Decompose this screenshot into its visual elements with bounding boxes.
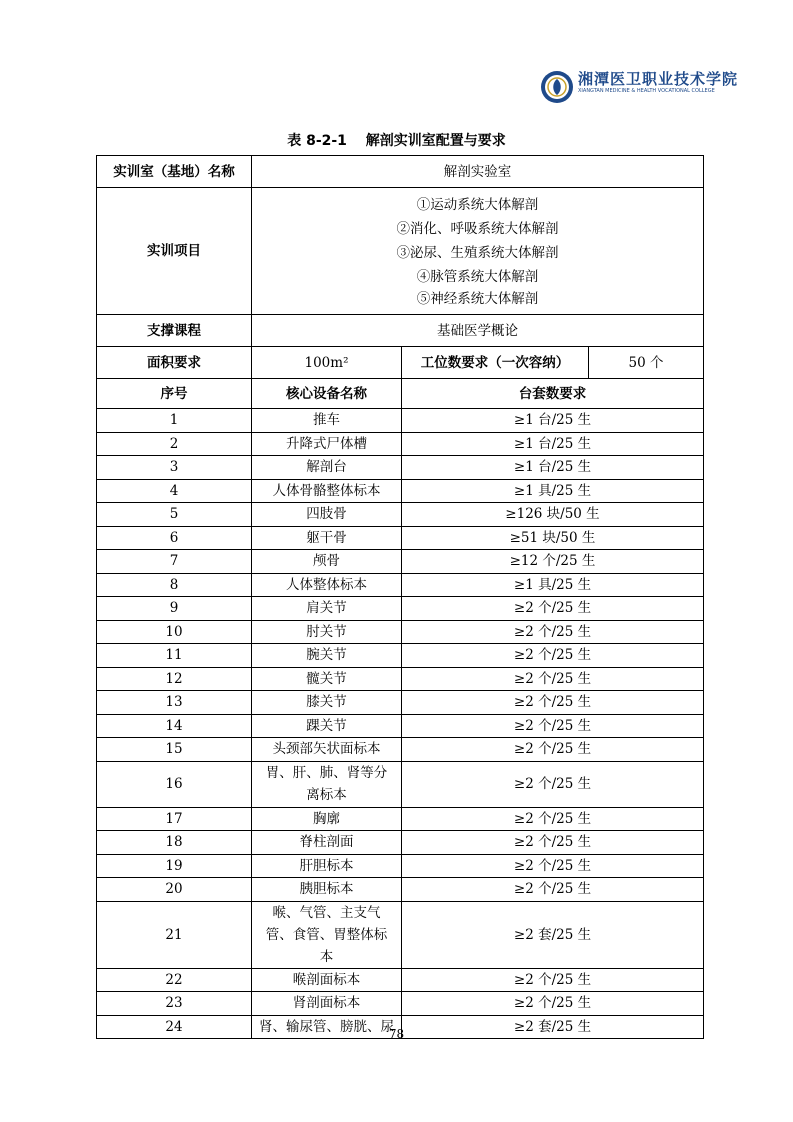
equipment-no: 23 [97,992,252,1016]
course-row [97,315,704,347]
equipment-row [97,479,704,503]
equipment-requirement: ≥1 具/25 生 [402,479,704,503]
equipment-name: 四肢骨 [252,503,402,527]
room-label: 实训室（基地）名称 [97,156,252,188]
equipment-no: 1 [97,409,252,433]
column-header-row [97,379,704,409]
equipment-name: 肩关节 [252,597,402,621]
equipment-name: 肾剖面标本 [252,992,402,1016]
equipment-name: 肝胆标本 [252,854,402,878]
equipment-name: 推车 [252,409,402,433]
projects-row [97,188,704,315]
equipment-no: 14 [97,714,252,738]
equipment-requirement: ≥12 个/25 生 [402,550,704,574]
equipment-row [97,761,704,807]
project-item: ②消化、呼吸系统大体解剖 [396,221,559,237]
project-item: ④脉管系统大体解剖 [416,269,539,285]
equipment-no: 6 [97,526,252,550]
equipment-name: 脊柱剖面 [252,831,402,855]
equipment-no: 2 [97,432,252,456]
equipment-no: 4 [97,479,252,503]
equipment-row [97,992,704,1016]
equipment-no: 9 [97,597,252,621]
equipment-no: 5 [97,503,252,527]
equipment-requirement: ≥2 个/25 生 [402,597,704,621]
equipment-no: 13 [97,691,252,715]
equipment-no: 7 [97,550,252,574]
project-item: ⑤神经系统大体解剖 [416,291,539,307]
projects-label: 实训项目 [97,188,252,315]
equipment-no: 3 [97,456,252,480]
equipment-requirement: ≥2 个/25 生 [402,667,704,691]
equipment-requirement: ≥1 台/25 生 [402,432,704,456]
equipment-row [97,550,704,574]
equipment-row [97,573,704,597]
logo-text-cn: 湘潭医卫职业技术学院 [578,70,739,88]
project-item: ③泌尿、生殖系统大体解剖 [396,245,559,261]
equipment-requirement: ≥2 个/25 生 [402,992,704,1016]
equipment-row [97,714,704,738]
equipment-name: 人体整体标本 [252,573,402,597]
equipment-requirement: ≥126 块/50 生 [402,503,704,527]
equipment-row [97,409,704,433]
equipment-name: 肾、输尿管、膀胱、尿 [252,1015,402,1039]
equipment-name: 喉、气管、主支气管、食管、胃整体标本 [252,901,402,968]
projects-list [252,188,704,315]
page-number: 78 [388,1027,405,1041]
equipment-requirement: ≥2 个/25 生 [402,968,704,992]
equipment-no: 20 [97,878,252,902]
equipment-requirement: ≥2 个/25 生 [402,714,704,738]
equipment-requirement: ≥2 个/25 生 [402,738,704,762]
equipment-row [97,738,704,762]
equipment-no: 8 [97,573,252,597]
college-emblem-icon [540,70,574,104]
equipment-row [97,456,704,480]
equipment-no: 24 [97,1015,252,1039]
area-value: 100m² [252,347,402,379]
equipment-requirement: ≥2 个/25 生 [402,807,704,831]
equipment-name: 腕关节 [252,644,402,668]
equipment-name: 膝关节 [252,691,402,715]
equipment-requirement: ≥2 套/25 生 [402,1015,704,1039]
equipment-requirement: ≥2 个/25 生 [402,878,704,902]
equipment-row [97,968,704,992]
equipment-requirement: ≥2 套/25 生 [402,901,704,968]
room-value: 解剖实验室 [252,156,704,188]
equipment-requirement: ≥1 台/25 生 [402,409,704,433]
col-header-no: 序号 [97,379,252,409]
equipment-name: 升降式尸体槽 [252,432,402,456]
equipment-name: 人体骨骼整体标本 [252,479,402,503]
equipment-name: 解剖台 [252,456,402,480]
equipment-requirement: ≥2 个/25 生 [402,620,704,644]
equipment-no: 18 [97,831,252,855]
table-caption: 表 8-2-1 解剖实训室配置与要求 [287,133,506,149]
equipment-name: 髋关节 [252,667,402,691]
equipment-name: 喉剖面标本 [252,968,402,992]
equipment-requirement: ≥2 个/25 生 [402,691,704,715]
equipment-requirement: ≥2 个/25 生 [402,831,704,855]
equipment-name: 躯干骨 [252,526,402,550]
equipment-name: 踝关节 [252,714,402,738]
equipment-row [97,526,704,550]
course-label: 支撑课程 [97,315,252,347]
equipment-row [97,878,704,902]
room-row [97,156,704,188]
equipment-row [97,620,704,644]
area-label: 面积要求 [97,347,252,379]
logo-text-en: XIANGTAN MEDICINE & HEALTH VOCATIONAL COLLEGE [578,88,715,94]
lab-config-table [96,155,704,1039]
equipment-no: 16 [97,761,252,807]
equipment-no: 22 [97,968,252,992]
equipment-row [97,597,704,621]
equipment-name: 胰胆标本 [252,878,402,902]
course-value: 基础医学概论 [252,315,704,347]
col-header-name: 核心设备名称 [252,379,402,409]
col-header-req: 台套数要求 [402,379,704,409]
equipment-requirement: ≥51 块/50 生 [402,526,704,550]
equipment-requirement: ≥1 具/25 生 [402,573,704,597]
equipment-name: 头颈部矢状面标本 [252,738,402,762]
equipment-row [97,667,704,691]
equipment-no: 15 [97,738,252,762]
equipment-row [97,644,704,668]
equipment-requirement: ≥2 个/25 生 [402,854,704,878]
area-row [97,347,704,379]
equipment-requirement: ≥2 个/25 生 [402,761,704,807]
equipment-name: 胃、肝、肺、肾等分离标本 [252,761,402,807]
equipment-no: 19 [97,854,252,878]
equipment-requirement: ≥1 台/25 生 [402,456,704,480]
equipment-no: 11 [97,644,252,668]
equipment-no: 10 [97,620,252,644]
equipment-row [97,854,704,878]
equipment-name: 肘关节 [252,620,402,644]
seats-label: 工位数要求（一次容纳） [402,347,589,379]
equipment-row [97,691,704,715]
equipment-row [97,807,704,831]
equipment-row [97,831,704,855]
equipment-no: 12 [97,667,252,691]
equipment-name: 颅骨 [252,550,402,574]
equipment-row [97,432,704,456]
equipment-name: 胸廓 [252,807,402,831]
equipment-no: 21 [97,901,252,968]
seats-value: 50 个 [589,347,704,379]
equipment-row [97,503,704,527]
college-logo [540,64,739,112]
equipment-row [97,901,704,968]
project-item: ①运动系统大体解剖 [416,197,539,213]
equipment-no: 17 [97,807,252,831]
equipment-requirement: ≥2 个/25 生 [402,644,704,668]
